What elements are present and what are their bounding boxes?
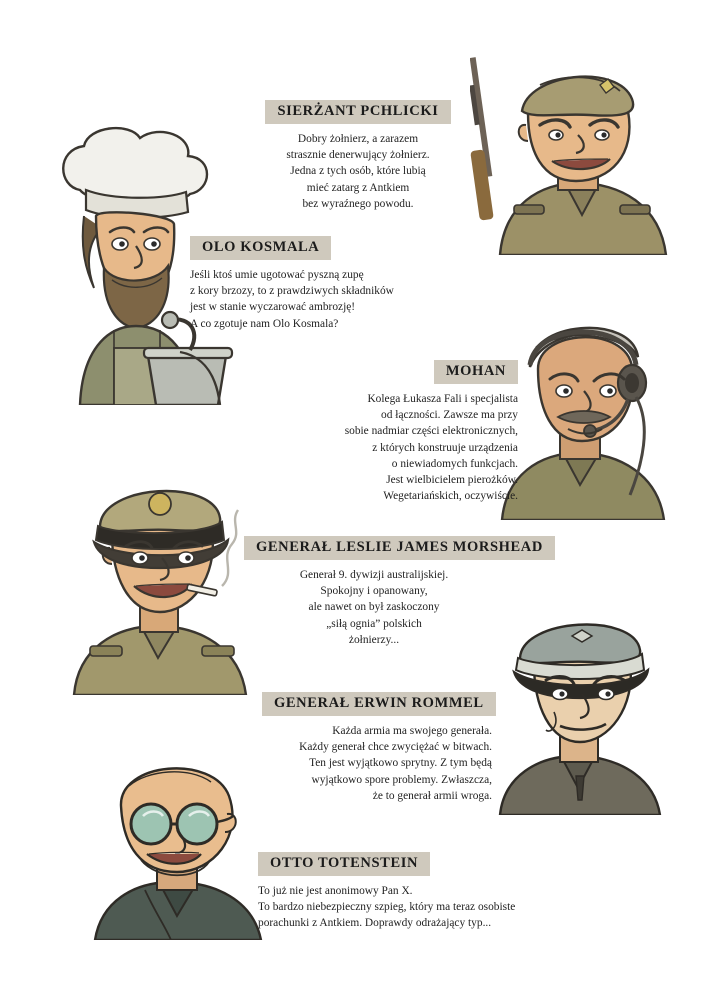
character-description: Generał 9. dywizji australijskiej. Spokojny i opanowany, ale nawet on był zaskoczony „siłą ognia” polskich żołnierzy... — [299, 569, 449, 646]
character-name: MOHAN — [434, 360, 518, 384]
character-name: GENERAŁ LESLIE JAMES MORSHEAD — [244, 536, 555, 560]
character-otto-totenstein — [258, 852, 528, 932]
character-description: Jeśli ktoś umie ugotować pyszną zupę z kory brzozy, to z prawdziwych składników jest w stanie wyczarować ambrozję! A co zgotuje nam Olo Kosmala? — [190, 269, 394, 330]
character-name: OTTO TOTENSTEIN — [258, 852, 430, 876]
character-description: Kolega Łukasza Fali i specjalista od łączności. Zawsze ma przy sobie nadmiar części elektronicznych, z których konstruuje urządzenia o niewiadomych funkcjach. Jest wielbicielem pierożków. Wegetariańskich, oczywiście. — [344, 393, 518, 503]
illustration-sierzant-pchlicki — [470, 55, 685, 255]
character-name: GENERAŁ ERWIN ROMMEL — [262, 692, 496, 716]
character-description: To już nie jest anonimowy Pan X. To bardzo niebezpieczny szpieg, który ma teraz osobiste porachunki z Antkiem. Doprawdy odrażający typ... — [258, 885, 516, 930]
illustration-general-erwin-rommel — [480, 600, 685, 815]
character-general-erwin-rommel — [262, 692, 492, 804]
character-sierzant-pchlicki — [258, 100, 458, 212]
character-mohan — [318, 360, 518, 504]
illustration-otto-totenstein — [85, 740, 285, 940]
character-olo-kosmala — [190, 236, 400, 332]
character-description: Dobry żołnierz, a zarazem strasznie denerwujący żołnierz. Jedna z tych osób, które lubią mieć zatarg z Antkiem bez wyraźnego powodu. — [286, 133, 430, 210]
character-name: SIERŻANT PCHLICKI — [265, 100, 450, 124]
character-name: OLO KOSMALA — [190, 236, 331, 260]
character-description: Każda armia ma swojego generała. Każdy generał chce zwyciężać w bitwach. Ten jest wyjątkowo sprytny. Z tym będą wyjątkowo spore problemy. Zwłaszcza, że to generał armii wroga. — [299, 725, 492, 802]
character-general-leslie-james-morshead — [244, 536, 543, 648]
